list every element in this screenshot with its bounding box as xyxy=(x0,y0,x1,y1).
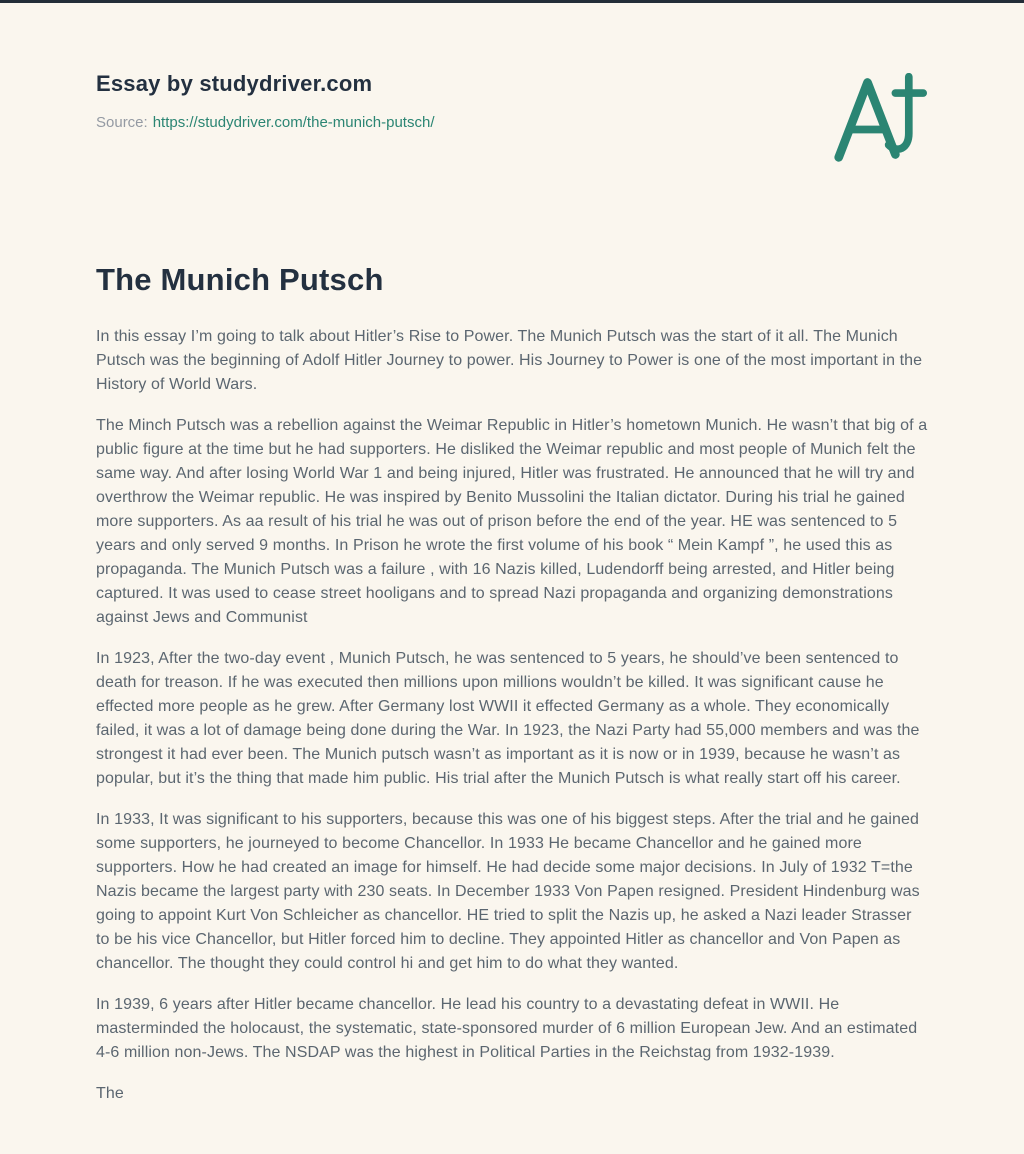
essay-paragraph-2: The Minch Putsch was a rebellion against the Weimar Republic in Hitler’s hometown Munich. He wasn’t that big of a public figure at the time but he had supporters. He disliked the Weimar republic and most people of Munich felt the same way. And after losing World War 1 and being injured, Hitler was frustrated. He announced that he will try and overthrow the Weimar republic. He was inspired by Benito Mussolini the Italian dictator. During his trial he gained more supporters. As aa result of his trial he was out of prison before the end of the year. HE was sentenced to 5 years and only served 9 months. In Prison he wrote the first volume of his book “ Mein Kampf ”, he used this as propaganda. The Munich Putsch was a failure , with 16 Nazis killed, Ludendorff being arrested, and Hitler being captured. It was used to cease street hooligans and to spread Nazi propaganda and organizing demonstrations against Jews and Communist xyxy=(96,417,928,626)
essay-paragraph-5: In 1939, 6 years after Hitler became chancellor. He lead his country to a devastating defeat in WWII. He masterminded the holocaust, the systematic, state-sponsored murder of 6 million European Jew. And an estimated 4-6 million non-Jews. The NSDAP was the highest in Political Parties in the Reichstag from 1932-1939. xyxy=(96,996,918,1061)
header-text-block xyxy=(96,71,435,133)
essay-title: The Munich Putsch xyxy=(96,262,384,297)
studydriver-logo-icon xyxy=(832,73,928,163)
source-line xyxy=(96,113,435,133)
source-label: Source: xyxy=(96,114,148,131)
essay-paragraph-4: In 1933, It was significant to his supporters, because this was one of his biggest steps. After the trial and he gained some supporters, he journeyed to become Chancellor. In 1933 He became Chancellor and he gained more supporters. How he had created an image for himself. He had decide some major decisions. In July of 1932 T=the Nazis became the largest party with 230 seats. In December 1933 Von Papen resigned. President Hindenburg was going to appoint Kurt Von Schleicher as chancellor. HE tried to split the Nazis up, he asked a Nazi leader Strasser to be his vice Chancellor, but Hitler forced him to decline. They appointed Hitler as chancellor and Von Papen as chancellor. The thought they could control hi and get him to do what they wanted. xyxy=(96,811,920,972)
essay-paragraph-1: In this essay I’m going to talk about Hitler’s Rise to Power. The Munich Putsch was the start of it all. The Munich Putsch was the beginning of Adolf Hitler Journey to power. His Journey to Power is one of the most important in the History of World Wars. xyxy=(96,328,923,393)
essay-article xyxy=(0,261,1024,1106)
essay-paragraph-6-truncated: The xyxy=(96,1085,124,1102)
essay-paragraph-3: In 1923, After the two-day event , Munich Putsch, he was sentenced to 5 years, he should’ve been sentenced to death for treason. If he was executed then millions upon millions wouldn’t be killed. It was significant cause he effected more people as he grew. After Germany lost WWII it effected Germany as a whole. They economically failed, it was a lot of damage being done during the War. In 1923, the Nazi Party had 55,000 members and was the strongest it had ever been. The Munich putsch wasn’t as important as it is now or in 1939, because he wasn’t as popular, but it’s the thing that made him public. His trial after the Munich Putsch is what really start off his career. xyxy=(96,650,920,787)
source-url-link[interactable]: https://studydriver.com/the-munich-putsch/ xyxy=(152,114,435,131)
byline: Essay by studydriver.com xyxy=(96,71,373,96)
page-header xyxy=(0,3,1024,163)
